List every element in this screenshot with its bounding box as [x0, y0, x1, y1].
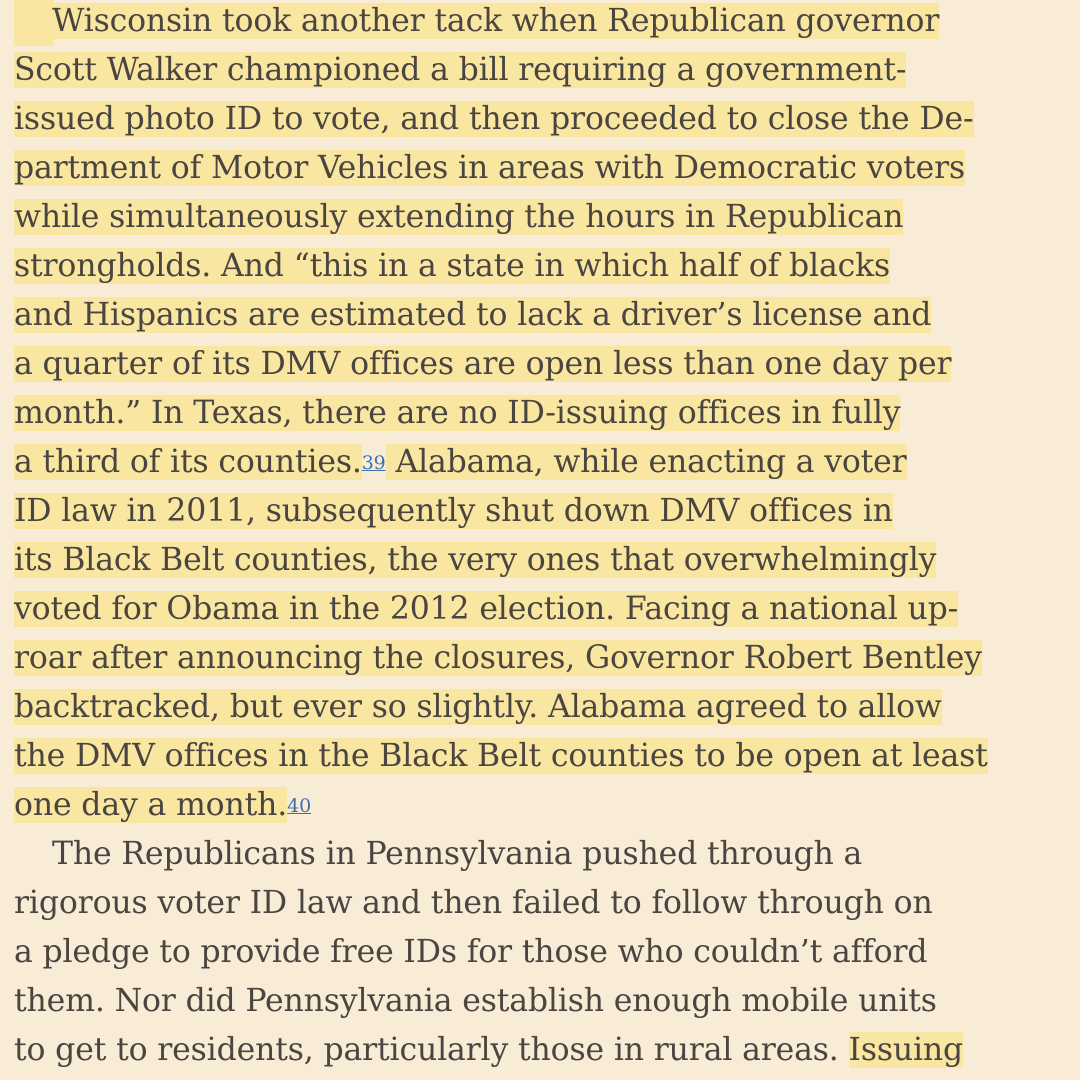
highlighted-text: Alabama, while enacting a voter	[385, 444, 907, 480]
highlighted-text: issued photo ID to vote, and then proceeded to close the De-	[14, 101, 974, 137]
highlighted-text: Wisconsin took another tack when Republican governor	[52, 3, 940, 39]
text-line	[14, 193, 903, 242]
text-line	[14, 340, 951, 389]
body-text: to get to residents, particularly those in rural areas.	[14, 1032, 849, 1068]
text-line	[14, 732, 988, 781]
highlight-indent-block	[14, 0, 54, 46]
text-line	[14, 634, 982, 683]
highlighted-text: a third of its counties.	[14, 444, 362, 480]
text-line	[52, 830, 862, 879]
highlighted-text: strongholds. And “this in a state in which half of blacks	[14, 248, 891, 284]
text-line	[14, 291, 931, 340]
highlighted-text: while simultaneously extending the hours in Republican	[14, 199, 904, 235]
text-line	[14, 781, 311, 830]
text-line	[14, 977, 937, 1026]
body-text: a pledge to provide free IDs for those who couldn’t afford	[14, 934, 928, 970]
highlighted-text: the DMV offices in the Black Belt counties to be open at least	[14, 738, 988, 774]
body-text: them. Nor did Pennsylvania establish enough mobile units	[14, 983, 937, 1019]
text-line	[14, 389, 900, 438]
text-line	[14, 536, 936, 585]
highlighted-text: Scott Walker championed a bill requiring a government-	[14, 52, 907, 88]
text-line	[14, 879, 933, 928]
highlighted-text: voted for Obama in the 2012 election. Facing a national up-	[14, 591, 959, 627]
text-line	[14, 585, 958, 634]
highlighted-text: ID law in 2011, subsequently shut down DMV offices in	[14, 493, 893, 529]
text-line	[14, 95, 974, 144]
highlighted-text: roar after announcing the closures, Governor Robert Bentley	[14, 640, 982, 676]
text-line	[14, 242, 890, 291]
highlighted-text: backtracked, but ever so slightly. Alabama agreed to allow	[14, 689, 942, 725]
text-line	[14, 438, 907, 487]
text-line	[52, 0, 939, 46]
highlighted-text: its Black Belt counties, the very ones that overwhelmingly	[14, 542, 937, 578]
footnote-link-40[interactable]: 40	[287, 795, 312, 817]
highlighted-text: Issuing	[848, 1032, 964, 1068]
highlighted-text: and Hispanics are estimated to lack a driver’s license and	[14, 297, 932, 333]
text-line	[14, 487, 893, 536]
highlighted-text: a quarter of its DMV offices are open less than one day per	[14, 346, 952, 382]
text-line	[14, 928, 927, 977]
text-line	[14, 683, 942, 732]
text-line	[14, 46, 906, 95]
highlighted-text: partment of Motor Vehicles in areas with Democratic voters	[14, 150, 966, 186]
body-text: rigorous voter ID law and then failed to follow through on	[14, 885, 933, 921]
body-text: The Republicans in Pennsylvania pushed through a	[52, 836, 863, 872]
text-line	[14, 144, 965, 193]
text-line	[14, 1026, 963, 1075]
highlighted-text: one day a month.	[14, 787, 288, 823]
highlighted-text: month.” In Texas, there are no ID-issuing offices in fully	[14, 395, 901, 431]
footnote-link-39[interactable]: 39	[361, 452, 386, 474]
